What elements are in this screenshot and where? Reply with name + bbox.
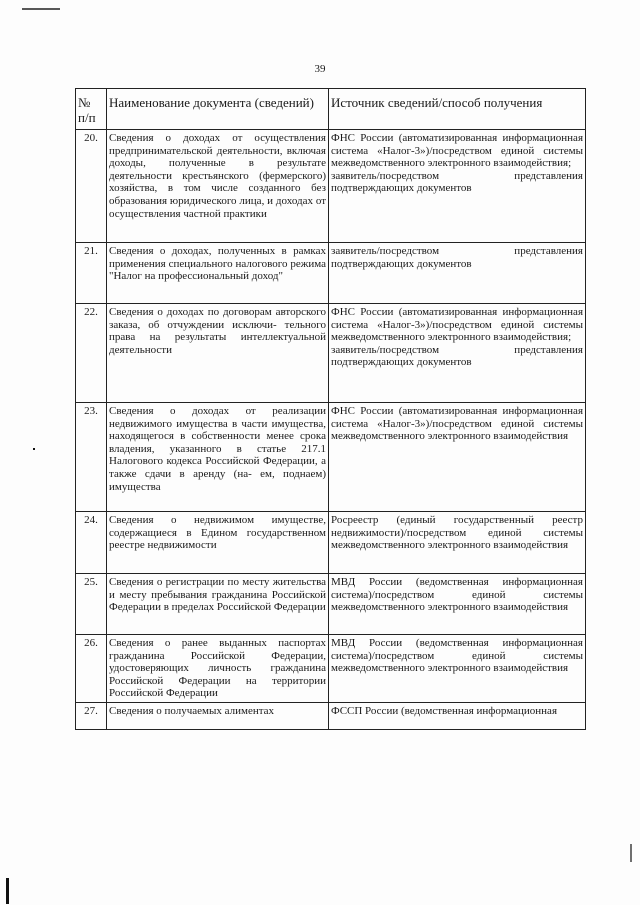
row-number: 24. <box>76 512 107 574</box>
source-line: Росреестр (единый государственный реестр недвижимости)/посредством единой системы межведомственного электронного взаимодействия <box>331 514 583 552</box>
row-document-name: Сведения о доходах от осуществления предпринимательской деятельности, включая доходы, полученные в результате деятельности крестьянского (фермерского) хозяйства, в том числе созданного без образования юридического лица, и доходах от осуществления частной практики <box>107 130 329 243</box>
table-row <box>76 403 586 512</box>
table-row <box>76 702 586 729</box>
header-number: № п/п <box>76 89 107 130</box>
header-source: Источник сведений/способ получения <box>329 89 586 130</box>
row-number: 22. <box>76 304 107 403</box>
row-document-name: Сведения о доходах от реализации недвижимого имущества в части имущества, находящегося в собственности менее срока владения, указанного в статье 217.1 Налогового кодекса Российской Федерации, а также сдачи в аренду (на- ем, поднаем) имущества <box>107 403 329 512</box>
source-line: ФНС России (автоматизированная информационная система «Налог-3»)/посредством единой системы межведомственного электронного взаимодействия; <box>331 132 583 170</box>
row-document-name: Сведения о недвижимом имуществе, содержащиеся в Едином государственном реестре недвижимости <box>107 512 329 574</box>
table-header-row <box>76 89 586 130</box>
table-row <box>76 130 586 243</box>
row-number: 23. <box>76 403 107 512</box>
row-document-name: Сведения о доходах по договорам авторского заказа, об отчуждении исключи- тельного права на результаты интеллектуальной деятельности <box>107 304 329 403</box>
header-document-name: Наименование документа (сведений) <box>107 89 329 130</box>
row-number: 21. <box>76 243 107 304</box>
row-document-name: Сведения о доходах, полученных в рамках применения специального налогового режима "Налог на профессиональный доход" <box>107 243 329 304</box>
row-document-name: Сведения о регистрации по месту жительства и месту пребывания гражданина Российской Федерации в пределах Российской Федерации <box>107 574 329 635</box>
source-line: заявитель/посредством представления подтверждающих документов <box>331 245 583 270</box>
table-row <box>76 512 586 574</box>
row-document-name: Сведения о получаемых алиментах <box>107 702 329 729</box>
source-line: МВД России (ведомственная информационная система)/посредством единой системы межведомственного электронного взаимодействия <box>331 637 583 675</box>
row-source <box>329 304 586 403</box>
row-source <box>329 403 586 512</box>
scan-mark-top <box>22 8 60 10</box>
row-number: 20. <box>76 130 107 243</box>
scan-mark-left <box>6 878 9 904</box>
source-line: МВД России (ведомственная информационная система)/посредством единой системы межведомственного электронного взаимодействия <box>331 576 583 614</box>
row-source <box>329 574 586 635</box>
table-row <box>76 304 586 403</box>
source-line: ФССП России (ведомственная информационная <box>331 704 557 717</box>
source-line: заявитель/посредством представления подтверждающих документов <box>331 343 583 369</box>
table-row <box>76 574 586 635</box>
row-source <box>329 130 586 243</box>
scan-mark-right <box>630 844 632 862</box>
table-row <box>76 635 586 703</box>
source-line: заявитель/посредством представления подтверждающих документов <box>331 169 583 195</box>
table-row <box>76 243 586 304</box>
source-line: ФНС России (автоматизированная информационная система «Налог-3»)/посредством единой системы межведомственного электронного взаимодействия; <box>331 306 583 344</box>
row-document-name: Сведения о ранее выданных паспортах гражданина Российской Федерации, удостоверяющих личность гражданина Российской Федерации на территории Российской Федерации <box>107 635 329 703</box>
source-line: ФНС России (автоматизированная информационная система «Налог-3»)/посредством единой системы межведомственного электронного взаимодействия <box>331 405 583 443</box>
row-number: 26. <box>76 635 107 703</box>
page-number: 39 <box>314 63 326 75</box>
row-number: 27. <box>76 702 107 729</box>
scan-mark-dot <box>33 448 35 450</box>
row-source <box>329 512 586 574</box>
row-source <box>329 702 586 729</box>
row-source <box>329 243 586 304</box>
row-source <box>329 635 586 703</box>
row-number: 25. <box>76 574 107 635</box>
documents-table <box>75 88 586 730</box>
